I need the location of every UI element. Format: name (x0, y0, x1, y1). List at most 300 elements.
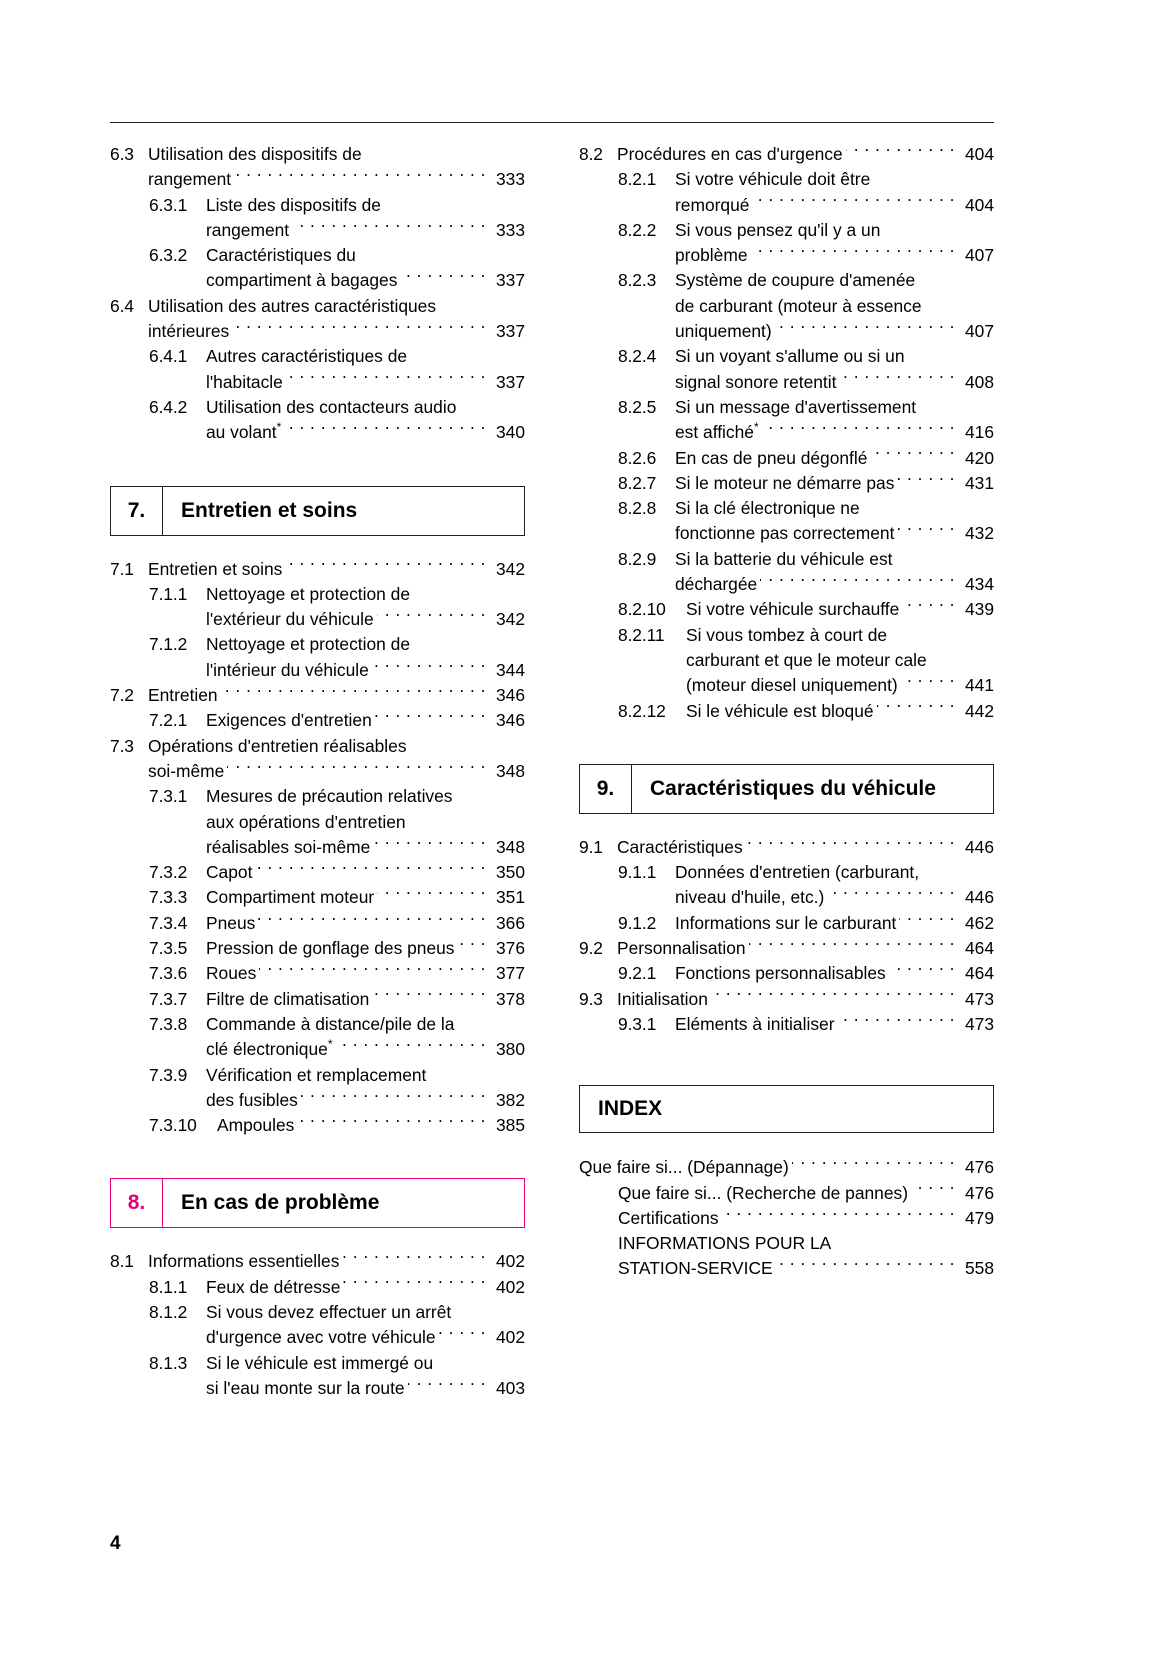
toc-entry[interactable] (110, 142, 525, 193)
toc-entry-title: Si un message d'avertissement (675, 396, 917, 417)
toc-entry-number: 8.2.9 (618, 548, 657, 569)
toc-entry[interactable] (579, 218, 994, 269)
toc-entry[interactable] (110, 734, 525, 785)
toc-entry-title: rangement (148, 169, 232, 190)
toc-entry-title: Capot (206, 862, 253, 883)
toc-page-number: 337 (495, 371, 525, 392)
toc-leader-dots (377, 886, 486, 903)
toc-entry-number: 7.3.2 (149, 862, 188, 883)
toc-entry[interactable] (110, 1113, 525, 1138)
toc-page-number: 407 (964, 245, 994, 266)
toc-entry-title: Si vous devez effectuer un arrêt (206, 1301, 452, 1322)
toc-entry-number: 8.1.1 (149, 1276, 188, 1297)
toc-entry-body (617, 142, 994, 167)
toc-leader-dots (925, 294, 955, 311)
toc-leader-dots (439, 294, 486, 311)
spacer (579, 814, 994, 835)
toc-page-number: 462 (964, 912, 994, 933)
toc-entry-number: 8.2.10 (618, 599, 666, 620)
toc-entry[interactable] (110, 784, 525, 860)
toc-leader-dots (301, 1088, 486, 1105)
toc-entry-line (148, 319, 525, 344)
toc-entry-line (206, 987, 525, 1012)
toc-leader-dots (259, 962, 486, 979)
toc-leader-dots (297, 1114, 486, 1131)
toc-entry-number: 8.2.8 (618, 498, 657, 519)
toc-entry-title: clé électronique* (206, 1037, 333, 1060)
toc-entry-title: Compartiment moteur (206, 887, 375, 908)
toc-entry[interactable] (110, 936, 525, 961)
toc-entry-number: 8.1 (110, 1251, 134, 1272)
toc-entry-number: 7.1 (110, 558, 134, 579)
toc-entry-title: réalisables soi-même (206, 836, 371, 857)
footnote-marker: * (753, 420, 759, 435)
toc-entry[interactable] (110, 961, 525, 986)
toc-page-number: 340 (495, 422, 525, 443)
toc-entry-title: niveau d'huile, etc.) (675, 887, 825, 908)
toc-entry-title: l'intérieur du véhicule (206, 659, 369, 680)
toc-entry[interactable] (579, 167, 994, 218)
toc-entry-number: 7.3.10 (149, 1115, 197, 1136)
toc-right-column (579, 142, 994, 1401)
toc-leader-dots (762, 421, 955, 438)
toc-entry[interactable] (110, 294, 525, 345)
toc-entry[interactable] (110, 582, 525, 633)
toc-page-number: 473 (964, 1013, 994, 1034)
chapter-number-9: 9. (580, 765, 632, 813)
toc-leader-dots (413, 633, 486, 650)
toc-entry-title: Caractéristiques du (206, 245, 356, 266)
toc-page-number: 348 (495, 760, 525, 781)
toc-entry-body (206, 395, 525, 446)
toc-entry[interactable] (579, 395, 994, 446)
toc-entry-title: Que faire si... (Dépannage) (579, 1157, 789, 1178)
toc-entry-body (148, 142, 525, 193)
toc-entry-line (618, 1231, 994, 1256)
toc-entry-line (579, 1155, 994, 1180)
toc-leader-dots (359, 244, 486, 261)
toc-entry-number: 9.3.1 (618, 1013, 657, 1034)
toc-entry-body (675, 395, 994, 446)
toc-entry-title: Personnalisation (617, 938, 746, 959)
toc-leader-dots (899, 911, 955, 928)
toc-entry-title: problème (675, 245, 748, 266)
chapter-header-9[interactable] (579, 764, 994, 814)
toc-entry-line (206, 885, 525, 910)
toc-page-number: 464 (964, 963, 994, 984)
toc-entry-title: Caractéristiques (617, 836, 743, 857)
toc-entry-number: 8.2.6 (618, 447, 657, 468)
toc-entry-line (148, 294, 525, 319)
toc-page-number: 476 (964, 1182, 994, 1203)
toc-page-number: 337 (495, 321, 525, 342)
chapter-title-7: Entretien et soins (181, 498, 358, 522)
toc-entry-title: Eléments à initialiser (675, 1013, 835, 1034)
toc-entry-title: Liste des dispositifs de (206, 194, 381, 215)
toc-entry-number: 6.3.2 (149, 245, 188, 266)
toc-leader-dots (775, 320, 955, 337)
toc-page-number: 479 (964, 1207, 994, 1228)
toc-entry-title: Données d'entretien (carburant, (675, 862, 920, 883)
spacer (579, 1037, 994, 1085)
toc-entry-number: 8.2.5 (618, 396, 657, 417)
toc-leader-dots (751, 244, 955, 261)
toc-leader-dots (922, 861, 955, 878)
toc-entry-title: Utilisation des autres caractéristiques (148, 295, 437, 316)
toc-entry-line (206, 810, 525, 835)
toc-entry-line (686, 699, 994, 724)
spacer (579, 724, 994, 764)
toc-page-number: 333 (495, 169, 525, 190)
toc-entry-number: 7.3.1 (149, 786, 188, 807)
toc-entry[interactable] (110, 1249, 525, 1274)
toc-entry-number: 7.3.9 (149, 1064, 188, 1085)
index-header-box[interactable] (579, 1085, 994, 1133)
toc-entry-number: 8.2.1 (618, 169, 657, 190)
toc-entry-line (617, 835, 994, 860)
toc-page-number: 342 (495, 609, 525, 630)
toc-group-chapter7 (110, 557, 525, 1139)
toc-page-number: 403 (495, 1377, 525, 1398)
toc-entry-title: Informations essentielles (148, 1251, 340, 1272)
toc-entry[interactable] (110, 193, 525, 244)
toc-entry[interactable] (579, 1155, 994, 1180)
toc-entry-title: Si le véhicule est immergé ou (206, 1352, 434, 1373)
toc-leader-dots (746, 835, 955, 852)
toc-entry-body (675, 547, 994, 598)
toc-entry[interactable] (579, 142, 994, 167)
toc-entry-title: Si vous tombez à court de (686, 624, 888, 645)
toc-leader-dots (384, 193, 486, 210)
toc-entry-body (675, 961, 994, 986)
toc-entry-number: 8.2.2 (618, 219, 657, 240)
toc-entry-number: 6.4.2 (149, 396, 188, 417)
toc-page-number: 402 (495, 1276, 525, 1297)
toc-leader-dots (918, 269, 955, 286)
toc-entry[interactable] (110, 708, 525, 733)
toc-page-number: 380 (495, 1039, 525, 1060)
toc-leader-dots (454, 1301, 486, 1318)
toc-entry-body (675, 446, 994, 471)
toc-entry-line (675, 319, 994, 344)
toc-entry-body (206, 936, 525, 961)
toc-entry-number: 7.1.1 (149, 583, 188, 604)
toc-entry-number: 7.2 (110, 685, 134, 706)
toc-entry-line (675, 193, 994, 218)
toc-entry-number: 6.3.1 (149, 194, 188, 215)
toc-entry[interactable] (579, 623, 994, 699)
toc-entry-line (675, 294, 994, 319)
toc-leader-dots (409, 810, 486, 827)
toc-entry-title: Mesures de précaution relatives (206, 786, 453, 807)
toc-leader-dots (459, 396, 486, 413)
toc-entry-line (206, 1037, 525, 1062)
toc-leader-dots (410, 345, 486, 362)
toc-leader-dots (846, 143, 955, 160)
spacer (110, 1138, 525, 1178)
toc-page-number: 385 (495, 1115, 525, 1136)
toc-entry-number: 9.1.1 (618, 862, 657, 883)
toc-entry-body (579, 1155, 994, 1180)
toc-entry-title: Pression de gonflage des pneus (206, 938, 455, 959)
toc-entry-title: Si votre véhicule surchauffe (686, 599, 900, 620)
toc-page-number: 346 (495, 710, 525, 731)
chapter-title-9: Caractéristiques du véhicule (650, 776, 936, 800)
toc-entry-line (675, 218, 994, 243)
toc-entry-title: Que faire si... (Recherche de pannes) (618, 1182, 908, 1203)
toc-page-number: 333 (495, 219, 525, 240)
toc-entry-body (206, 632, 525, 683)
toc-entry-body (675, 218, 994, 269)
toc-entry-body (148, 1249, 525, 1274)
toc-group-chapter6 (110, 142, 525, 446)
toc-entry[interactable] (579, 1231, 994, 1282)
toc-entry-body (206, 987, 525, 1012)
toc-leader-dots (930, 649, 955, 666)
toc-entry[interactable] (110, 1351, 525, 1402)
toc-leader-dots (919, 396, 955, 413)
toc-leader-dots (889, 962, 955, 979)
toc-entry-title: carburant et que le moteur cale (686, 649, 927, 670)
toc-entry[interactable] (579, 911, 994, 936)
toc-page-number: 439 (964, 599, 994, 620)
toc-entry-body (148, 683, 525, 708)
footnote-marker: * (276, 420, 282, 435)
toc-entry-body (686, 623, 994, 699)
toc-leader-dots (234, 168, 486, 185)
toc-entry-line (206, 835, 525, 860)
toc-entry[interactable] (579, 268, 994, 344)
toc-entry[interactable] (579, 835, 994, 860)
toc-page-number: 464 (964, 938, 994, 959)
toc-entry[interactable] (579, 1181, 994, 1206)
toc-entry-title: fonctionne pas correctement (675, 523, 895, 544)
header-rule (110, 122, 994, 123)
toc-entry-number: 8.2.12 (618, 700, 666, 721)
toc-leader-dots (372, 658, 486, 675)
toc-entry-line (206, 193, 525, 218)
toc-entry-number: 9.2 (579, 938, 603, 959)
toc-entry[interactable] (110, 557, 525, 582)
toc-entry-body (206, 344, 525, 395)
toc-entry[interactable] (110, 1275, 525, 1300)
toc-entry[interactable] (110, 632, 525, 683)
toc-page-number: 377 (495, 963, 525, 984)
toc-entry-number: 9.2.1 (618, 963, 657, 984)
toc-entry-title: Utilisation des contacteurs audio (206, 396, 457, 417)
toc-entry[interactable] (579, 471, 994, 496)
toc-page-number: 404 (964, 144, 994, 164)
toc-leader-dots (711, 987, 955, 1004)
toc-entry[interactable] (579, 936, 994, 961)
toc-entry-title: remorqué (675, 194, 750, 215)
toc-page-number: 446 (964, 836, 994, 857)
toc-entry[interactable] (579, 496, 994, 547)
toc-leader-dots (897, 471, 955, 488)
toc-entry[interactable] (579, 961, 994, 986)
toc-entry[interactable] (110, 243, 525, 294)
toc-entry-number: 7.3.6 (149, 963, 188, 984)
toc-entry-number: 8.2.11 (618, 624, 665, 645)
toc-entry-body (217, 1113, 525, 1138)
toc-entry-line (675, 860, 994, 885)
toc-entry[interactable] (110, 860, 525, 885)
toc-entry-title: Informations sur le carburant (675, 912, 897, 933)
toc-leader-dots (827, 886, 955, 903)
toc-entry-title: Si le véhicule est bloqué (686, 700, 874, 721)
toc-entry-title: Si un voyant s'allume ou si un (675, 346, 905, 367)
toc-leader-dots (377, 608, 486, 625)
toc-entry-body (617, 987, 994, 1012)
chapter-header-7[interactable] (110, 486, 525, 536)
toc-entry[interactable] (579, 344, 994, 395)
toc-page-number: 441 (964, 675, 994, 696)
toc-entry-line (206, 243, 525, 268)
toc-page-number: 431 (964, 472, 994, 493)
toc-entry-number: 8.1.3 (149, 1352, 188, 1373)
toc-entry-body (675, 1012, 994, 1037)
spacer (579, 1133, 994, 1155)
toc-entry-title: Autres caractéristiques de (206, 346, 408, 367)
toc-entry-title: si l'eau monte sur la route (206, 1377, 405, 1398)
toc-entry[interactable] (110, 1300, 525, 1351)
page-number: 4 (110, 1533, 121, 1554)
toc-entry[interactable] (579, 1012, 994, 1037)
footnote-marker: * (327, 1037, 333, 1052)
toc-leader-dots (839, 370, 955, 387)
toc-entry-line (206, 936, 525, 961)
toc-entry-title: Pneus (206, 912, 256, 933)
toc-entry-number: 7.3.5 (149, 938, 188, 959)
toc-entry[interactable] (110, 395, 525, 446)
toc-entry-number: 7.3.4 (149, 912, 188, 933)
toc-group-chapter9 (579, 835, 994, 1037)
toc-entry-number: 8.2 (579, 144, 603, 164)
toc-entry[interactable] (579, 1206, 994, 1231)
chapter-header-8[interactable] (110, 1178, 525, 1228)
toc-page-number: 348 (495, 836, 525, 857)
toc-entry-number: 7.3.8 (149, 1013, 188, 1034)
toc-entry-line (675, 885, 994, 910)
toc-entry[interactable] (110, 911, 525, 936)
toc-entry-title: d'urgence avec votre véhicule (206, 1327, 436, 1348)
spacer (110, 1228, 525, 1249)
toc-leader-dots (373, 835, 486, 852)
toc-entry-line (206, 582, 525, 607)
toc-entry-body (206, 784, 525, 860)
toc-entry-line (148, 734, 525, 759)
toc-entry-body (206, 1063, 525, 1114)
toc-leader-dots (908, 345, 955, 362)
toc-leader-dots (335, 1038, 486, 1055)
toc-entry-number: 6.4 (110, 295, 134, 316)
toc-entry-line (206, 395, 525, 420)
toc-leader-dots (760, 573, 955, 590)
toc-entry-line (686, 623, 994, 648)
toc-entry-title: INFORMATIONS POUR LA (618, 1233, 832, 1254)
toc-entry[interactable] (110, 987, 525, 1012)
toc-page-number: 382 (495, 1089, 525, 1110)
toc-entry[interactable] (579, 699, 994, 724)
toc-entry-line (148, 759, 525, 784)
toc-entry-line (206, 1300, 525, 1325)
toc-entry-line (675, 471, 994, 496)
toc-leader-dots (292, 219, 486, 236)
toc-entry[interactable] (579, 987, 994, 1012)
toc-entry-body (675, 268, 994, 344)
toc-entry-line (675, 395, 994, 420)
toc-entry-body (686, 597, 994, 622)
toc-leader-dots (776, 1257, 955, 1274)
toc-entry-body (675, 911, 994, 936)
toc-entry[interactable] (110, 683, 525, 708)
toc-entry-line (618, 1256, 994, 1281)
toc-leader-dots (877, 699, 955, 716)
toc-entry[interactable] (579, 860, 994, 911)
toc-page-number: 342 (495, 558, 525, 579)
toc-entry-line (206, 218, 525, 243)
toc-entry-line (148, 1249, 525, 1274)
toc-entry-number: 9.3 (579, 988, 603, 1009)
toc-entry-line (675, 521, 994, 546)
toc-page-number: 408 (964, 371, 994, 392)
toc-entry-number: 6.3 (110, 144, 134, 164)
toc-entry-number: 8.1.2 (149, 1301, 188, 1322)
toc-entry-body (206, 885, 525, 910)
toc-entry-line (206, 784, 525, 809)
toc-entry-line (686, 648, 994, 673)
toc-entry-title: Vérification et remplacement (206, 1064, 427, 1085)
toc-entry-body (618, 1231, 994, 1282)
toc-entry-body (206, 708, 525, 733)
toc-leader-dots (837, 1013, 955, 1030)
toc-entry-body (206, 243, 525, 294)
toc-leader-dots (883, 219, 955, 236)
toc-entry[interactable] (110, 1012, 525, 1063)
toc-entry[interactable] (110, 1063, 525, 1114)
toc-entry-line (206, 860, 525, 885)
toc-entry-line (618, 1181, 994, 1206)
toc-entry[interactable] (110, 344, 525, 395)
toc-leader-dots (258, 911, 486, 928)
toc-page-number: 404 (964, 194, 994, 215)
toc-entry-title: Si le moteur ne démarre pas (675, 472, 895, 493)
toc-leader-dots (752, 193, 955, 210)
toc-leader-dots (792, 1156, 955, 1173)
toc-page-number: 350 (495, 862, 525, 883)
toc-entry[interactable] (579, 547, 994, 598)
toc-entry-title: Procédures en cas d'urgence (617, 144, 843, 164)
toc-entry-line (148, 557, 525, 582)
toc-group-chapter8-left (110, 1249, 525, 1401)
toc-entry[interactable] (110, 885, 525, 910)
toc-entry-line (675, 547, 994, 572)
toc-columns (110, 142, 994, 1401)
toc-entry-line (206, 344, 525, 369)
toc-leader-dots (255, 861, 486, 878)
toc-entry-line (206, 268, 525, 293)
toc-entry-line (675, 344, 994, 369)
toc-entry-title: STATION-SERVICE (618, 1258, 773, 1279)
toc-entry[interactable] (579, 446, 994, 471)
toc-entry[interactable] (579, 597, 994, 622)
toc-entry-line (617, 936, 994, 961)
toc-entry-number: 8.2.3 (618, 270, 657, 291)
toc-page-number: 402 (495, 1327, 525, 1348)
toc-leader-dots (873, 168, 955, 185)
toc-entry-number: 7.3 (110, 735, 134, 756)
toc-entry-body (148, 557, 525, 582)
